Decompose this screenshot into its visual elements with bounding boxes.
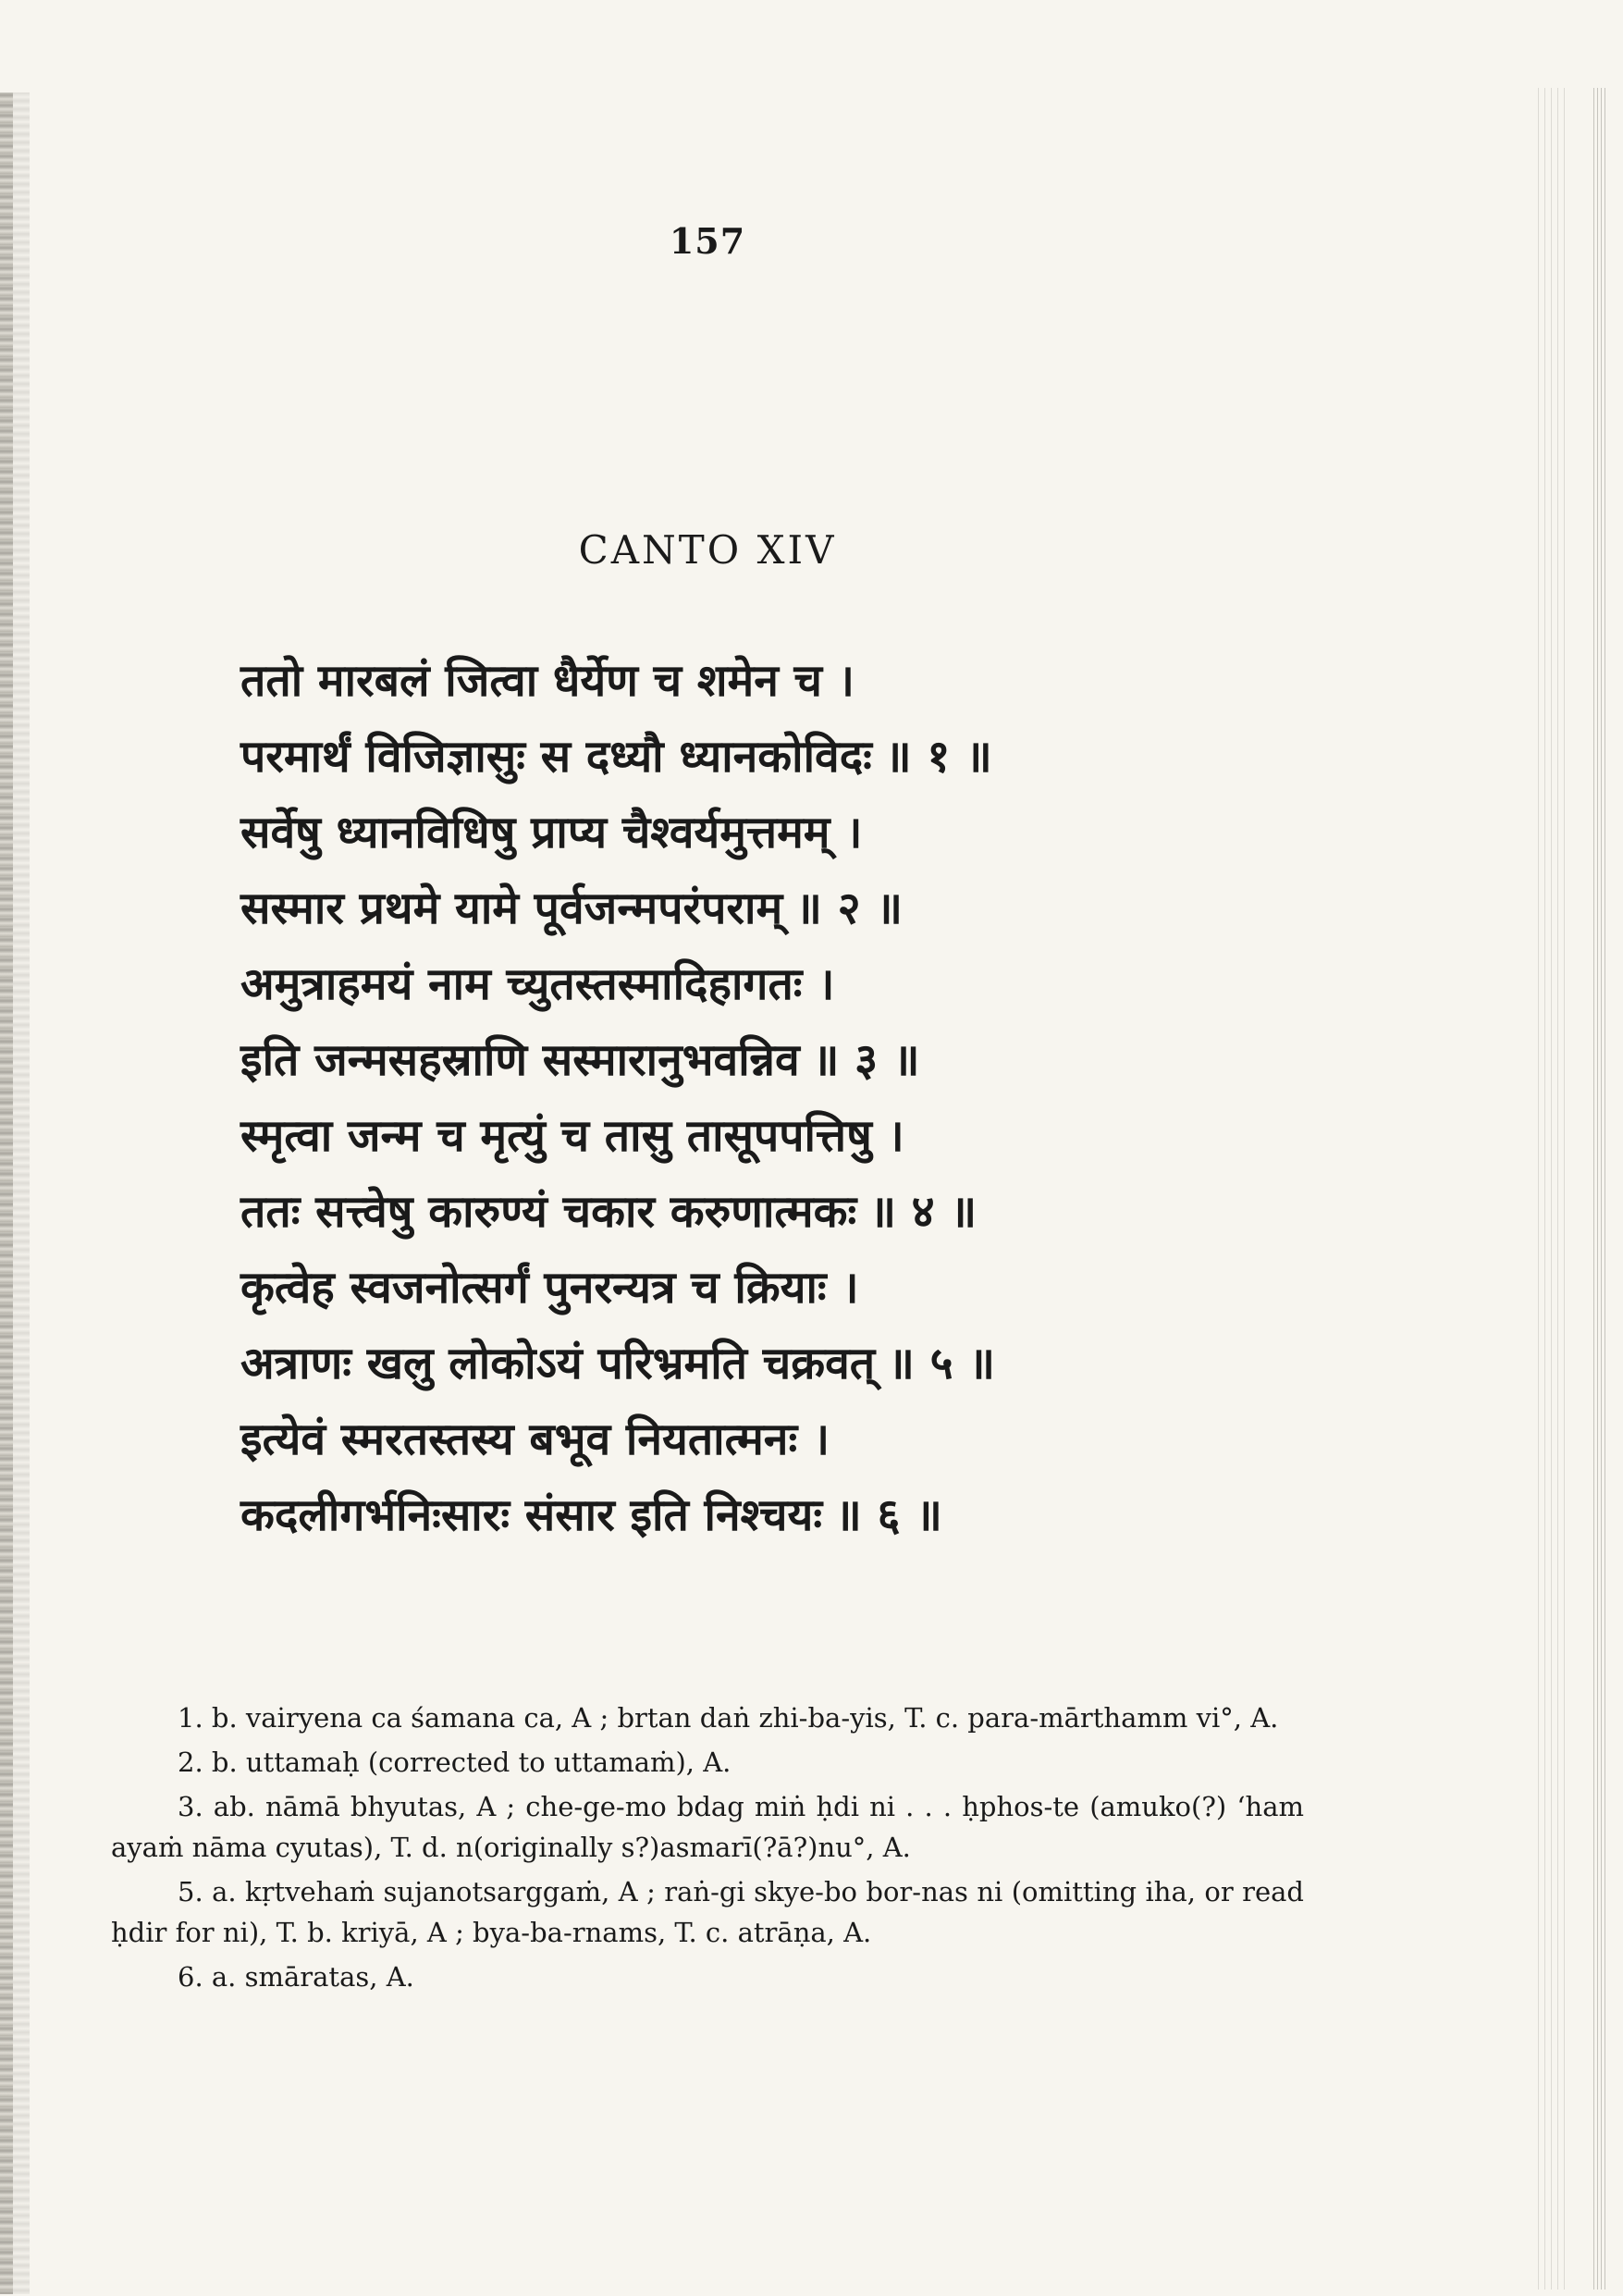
verse-5-number: ॥ ५ ॥ — [888, 1338, 996, 1389]
verse-4-line-a: स्मृत्वा जन्म च मृत्युं च तासु तासूपपत्तिषु । — [240, 1110, 904, 1162]
verse-4-line-b — [240, 1174, 1350, 1250]
scan-edge-left — [0, 93, 13, 2294]
verse-1-line-b — [240, 719, 1350, 795]
verse-1-text: परमार्थं विजिज्ञासुः स दध्यौ ध्यानकोविदः — [240, 731, 872, 783]
verse-3-line-b — [240, 1022, 1350, 1098]
verse-6-text: कदलीगर्भनिःसारः संसार इति निश्चयः — [240, 1489, 823, 1541]
verse-5-text: अत्राणः खलु लोकोऽयं परिभ्रमति चक्रवत् — [240, 1338, 876, 1389]
verse-2-line-b — [240, 870, 1350, 946]
page-number: 157 — [669, 220, 746, 262]
scan-edge-right — [1593, 88, 1606, 2290]
scan-edge-right-shadow — [1538, 88, 1566, 2290]
footnotes — [111, 1697, 1304, 2001]
footnote-2: 2. b. uttamaḥ (corrected to uttamaṁ), A. — [178, 1747, 732, 1778]
verse-3-number: ॥ ३ ॥ — [812, 1034, 920, 1086]
verse-6-line-a: इत्येवं स्मरतस्तस्य बभूव नियतात्मनः । — [240, 1413, 830, 1465]
footnote-6: 6. a. smāratas, A. — [178, 1961, 414, 1993]
footnote-1: 1. b. vairyena ca śamana ca, A ; brtan daṅ zhi-ba-yis, T. c. para-mārthamm vi°, A. — [178, 1702, 1279, 1734]
verse-4-number: ॥ ४ ॥ — [869, 1186, 977, 1238]
verse-6-line-b — [240, 1477, 1350, 1553]
verse-2-text: सस्मार प्रथमे यामे पूर्वजन्मपरंपराम् — [240, 883, 783, 934]
verse-4-text: ततः सत्त्वेषु कारुण्यं चकार करुणात्मकः — [240, 1186, 857, 1238]
verse-5-line-a: कृत्वेह स्वजनोत्सर्गं पुनरन्यत्र च क्रियाः । — [240, 1262, 859, 1314]
verse-3-text: इति जन्मसहस्राणि सस्मारानुभवन्निव — [240, 1034, 800, 1086]
verse-2-number: ॥ २ ॥ — [795, 883, 904, 934]
canto-title: CANTO XIV — [578, 527, 837, 573]
verse-6-number: ॥ ६ ॥ — [835, 1489, 942, 1541]
footnote-5: 5. a. kṛtvehaṁ sujanotsarggaṁ, A ; raṅ-gi skye-bo bor-nas ni (omitting iha, or read ḥdir for ni), T. b. kriyā, A ; bya-ba-rnams, T. c. atrāṇa, A. — [111, 1876, 1304, 1948]
verse-2-line-a: सर्वेषु ध्यानविधिषु प्राप्य चैश्वर्यमुत्तमम् । — [240, 807, 863, 858]
scan-edge-left-shadow — [13, 93, 30, 2294]
verse-1-number: ॥ १ ॥ — [884, 731, 992, 783]
footnote-3: 3. ab. nāmā bhyutas, A ; che-ge-mo bdag miṅ ḥdi ni . . . ḥphos-te (amuko(?) ‘ham ayaṁ nāma cyutas), T. d. n(originally s?)asmarī(?ā?)nu°, A. — [111, 1791, 1304, 1863]
verse-5-line-b — [240, 1326, 1350, 1401]
verse-1-line-a: ततो मारबलं जित्वा धैर्येण च शमेन च । — [240, 655, 855, 707]
verse-block — [240, 643, 1350, 1553]
verse-3-line-a: अमुत्राहमयं नाम च्युतस्तस्मादिहागतः । — [240, 958, 835, 1010]
